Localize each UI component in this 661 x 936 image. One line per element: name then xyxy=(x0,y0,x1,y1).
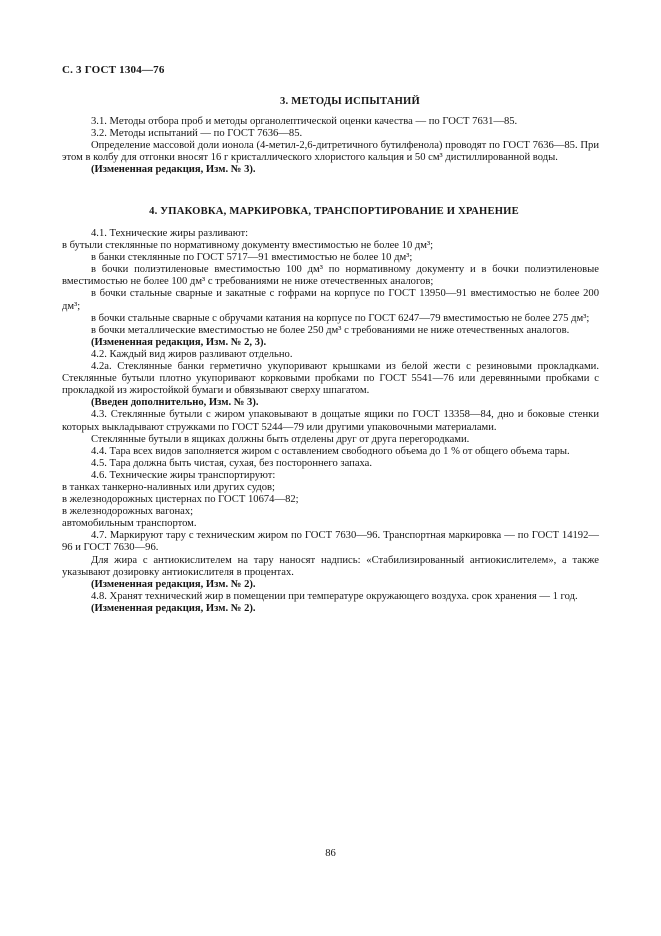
amendment-note: (Измененная редакция, Изм. № 2). xyxy=(91,602,256,614)
list-item: в банки стеклянные по ГОСТ 5717—91 вместимостью не более 10 дм³; xyxy=(91,252,413,264)
section-3-body xyxy=(62,116,599,176)
page-number: 86 xyxy=(325,848,336,859)
paragraph: 4.6. Технические жиры транспортируют: xyxy=(91,469,276,481)
list-item: в железнодорожных вагонах; xyxy=(62,506,194,518)
section-3-title: 3. МЕТОДЫ ИСПЫТАНИЙ xyxy=(280,96,420,107)
list-item: автомобильным транспортом. xyxy=(62,518,197,530)
amendment-note: (Измененная редакция, Изм. № 2, 3). xyxy=(91,336,267,348)
paragraph: 4.4. Тара всех видов заполняется жиром с оставлением свободного объема до 1 % от общего объема тары. xyxy=(91,445,570,457)
paragraph: 4.8. Хранят технический жир в помещении при температуре окружающего воздуха. срок хранения — 1 год. xyxy=(91,590,578,602)
amendment-note: (Введен дополнительно, Изм. № 3). xyxy=(91,397,259,409)
list-item: в бочки полиэтиленовые вместимостью 100 дм³ по нормативному документу и в бочки полиэтиленовые вместимостью не более 100 дм³ с требованиями не ниже отечественных аналогов; xyxy=(62,264,599,288)
list-item: в железнодорожных цистернах по ГОСТ 10674—82; xyxy=(62,494,299,506)
paragraph: 4.1. Технические жиры разливают: xyxy=(91,228,249,239)
paragraph: Для жира с антиокислителем на тару наносят надпись: «Стабилизированный антиокислителем», а также указывают дозировку антиокислителя в процентах. xyxy=(62,554,599,578)
list-item: в бочки металлические вместимостью не более 250 дм³ с требованиями не ниже отечественных аналогов. xyxy=(91,324,570,336)
list-item: в бочки стальные сварные с обручами катания на корпусе по ГОСТ 6247—79 вместимостью не более 275 дм³; xyxy=(91,312,590,324)
running-header: С. 3 ГОСТ 1304—76 xyxy=(62,64,165,76)
section-4-body xyxy=(62,228,599,615)
paragraph: 4.7. Маркируют тару с техническим жиром по ГОСТ 7630—96. Транспортная маркировка — по ГОСТ 14192—96 и ГОСТ 7630—96. xyxy=(62,530,599,554)
paragraph: Определение массовой доли ионола (4-метил-2,6-дитретичного бутилфенола) проводят по ГОСТ 7636—85. При этом в колбу для отгонки вносят 16 г кристаллического хлористого кальция и 50 см³ дистиллированной воды. xyxy=(62,140,599,164)
paragraph: 3.1. Методы отбора проб и методы органолептической оценки качества — по ГОСТ 7631—85. xyxy=(91,116,518,127)
paragraph: 4.3. Стеклянные бутыли с жиром упаковывают в дощатые ящики по ГОСТ 13358—84, дно и боковые стенки которых выкладывают стружками по ГОСТ 5244—79 или другими упаковочными материалами. xyxy=(62,409,599,433)
paragraph: 3.2. Методы испытаний — по ГОСТ 7636—85. xyxy=(91,128,303,140)
paragraph: Стеклянные бутыли в ящиках должны быть отделены друг от друга перегородками. xyxy=(91,433,470,445)
amendment-note: (Измененная редакция, Изм. № 2). xyxy=(91,578,256,590)
list-item: в бочки стальные сварные и закатные с гофрами на корпусе по ГОСТ 13950—91 вместимостью не более 200 дм³; xyxy=(62,288,599,312)
paragraph: 4.5. Тара должна быть чистая, сухая, без постороннего запаха. xyxy=(91,457,373,469)
paragraph: 4.2а. Стеклянные банки герметично укупоривают крышками из белой жести с резиновыми прокладками. Стеклянные бутыли плотно укупоривают корковыми пробками по ГОСТ 5541—76 или деревянными пробками с прокладкой из жиростойкой бумаги и обвязывают сверху шпагатом. xyxy=(62,361,599,397)
paragraph: 4.2. Каждый вид жиров разливают отдельно. xyxy=(91,348,293,360)
list-item: в танках танкерно-наливных или других судов; xyxy=(62,481,275,493)
section-4-title: 4. УПАКОВКА, МАРКИРОВКА, ТРАНСПОРТИРОВАНИЕ И ХРАНЕНИЕ xyxy=(149,206,519,217)
list-item: в бутыли стеклянные по нормативному документу вместимостью не более 10 дм³; xyxy=(62,240,434,252)
amendment-note: (Измененная редакция, Изм. № 3). xyxy=(91,164,256,176)
